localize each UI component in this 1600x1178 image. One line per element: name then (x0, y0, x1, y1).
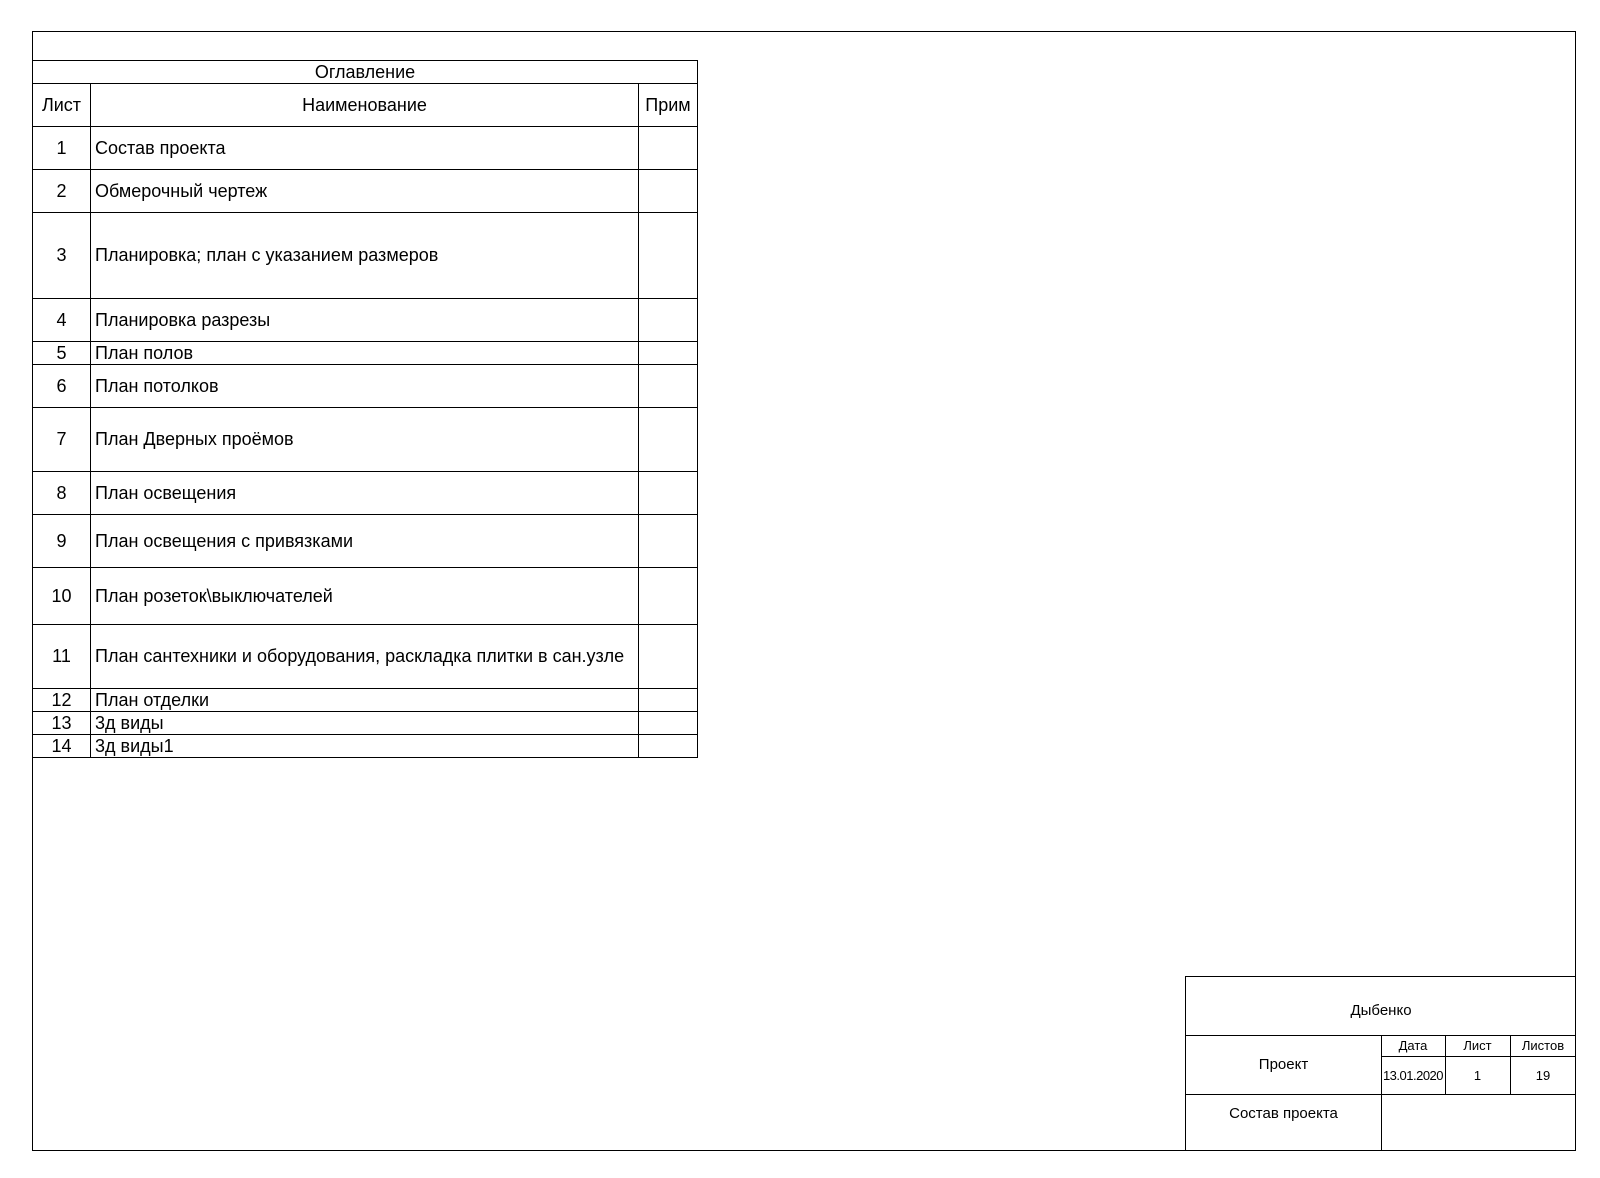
row-name: План освещения с привязками (91, 515, 639, 568)
table-row (33, 568, 698, 625)
author-name: Дыбенко (1350, 1001, 1412, 1019)
row-note (639, 299, 698, 342)
row-note (639, 213, 698, 299)
row-note (639, 689, 698, 712)
row-name: 3д виды (91, 712, 639, 735)
table-row (33, 625, 698, 689)
row-name: План освещения (91, 472, 639, 515)
header-note: Прим (639, 84, 698, 127)
table-row (33, 712, 698, 735)
row-name: План полов (91, 342, 639, 365)
date-label: Дата (1398, 1038, 1428, 1053)
table-of-contents (32, 60, 698, 758)
row-name: План розеток\выключателей (91, 568, 639, 625)
table-row (33, 408, 698, 472)
table-row (33, 472, 698, 515)
table-row (33, 689, 698, 712)
table-row (33, 515, 698, 568)
row-num: 4 (33, 299, 91, 342)
row-num: 7 (33, 408, 91, 472)
row-note (639, 515, 698, 568)
row-num: 13 (33, 712, 91, 735)
sheets-label: Листов (1521, 1038, 1565, 1053)
row-num: 12 (33, 689, 91, 712)
sheet-value: 1 (1473, 1067, 1482, 1083)
table-row (33, 127, 698, 170)
table-row (33, 213, 698, 299)
row-num: 5 (33, 342, 91, 365)
row-num: 11 (33, 625, 91, 689)
project-label: Проект (1258, 1056, 1309, 1073)
row-num: 8 (33, 472, 91, 515)
header-sheet: Лист (33, 84, 91, 127)
header-name: Наименование (91, 84, 639, 127)
row-num: 3 (33, 213, 91, 299)
row-note (639, 472, 698, 515)
table-row (33, 170, 698, 213)
row-name: План Дверных проёмов (91, 408, 639, 472)
row-num: 6 (33, 365, 91, 408)
row-note (639, 170, 698, 213)
row-name: Планировка; план с указанием размеров (91, 213, 639, 299)
row-note (639, 342, 698, 365)
title-block (1185, 976, 1576, 1151)
row-name: План отделки (91, 689, 639, 712)
row-num: 9 (33, 515, 91, 568)
table-row (33, 365, 698, 408)
row-note (639, 365, 698, 408)
row-note (639, 408, 698, 472)
row-name: Состав проекта (91, 127, 639, 170)
toc-title: Оглавление (33, 61, 698, 84)
row-note (639, 625, 698, 689)
row-note (639, 568, 698, 625)
row-num: 14 (33, 735, 91, 758)
sheet-label: Лист (1463, 1038, 1492, 1053)
row-num: 10 (33, 568, 91, 625)
row-name: Планировка разрезы (91, 299, 639, 342)
sheets-value: 19 (1535, 1067, 1551, 1083)
row-note (639, 127, 698, 170)
table-row (33, 299, 698, 342)
row-note (639, 735, 698, 758)
sheet-title: Состав проекта (1229, 1104, 1338, 1122)
table-row (33, 342, 698, 365)
row-name: Обмерочный чертеж (91, 170, 639, 213)
row-name: 3д виды1 (91, 735, 639, 758)
row-name: План потолков (91, 365, 639, 408)
date-value: 13.01.2020 (1382, 1067, 1444, 1083)
row-note (639, 712, 698, 735)
table-row (33, 735, 698, 758)
row-num: 1 (33, 127, 91, 170)
row-num: 2 (33, 170, 91, 213)
row-name: План сантехники и оборудования, раскладка плитки в сан.узле (91, 625, 639, 689)
